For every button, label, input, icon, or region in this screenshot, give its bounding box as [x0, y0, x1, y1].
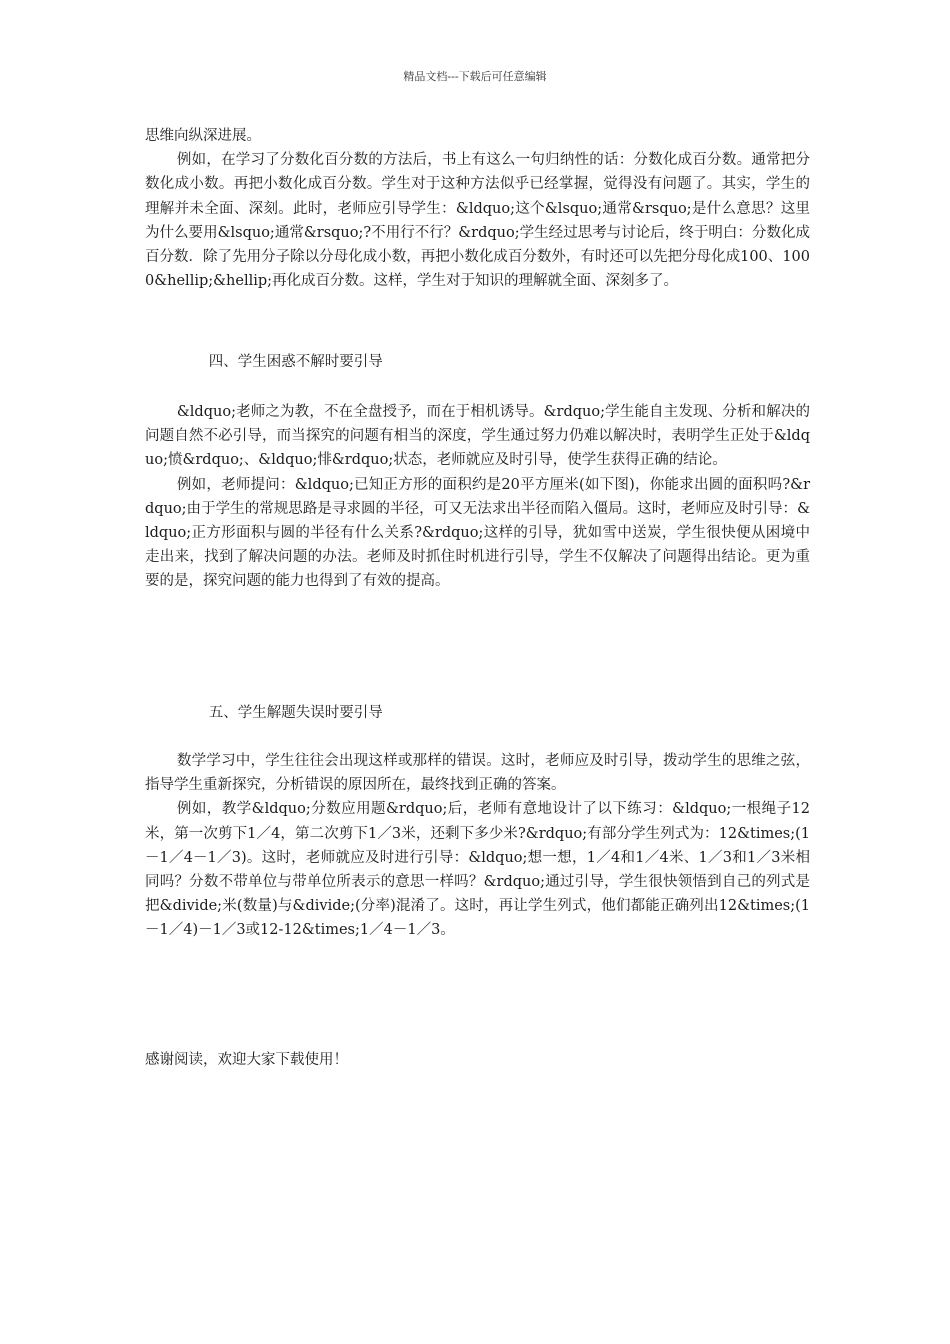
paragraph-5: 数学学习中，学生往往会出现这样或那样的错误。这时，老师应及时引导，拨动学生的思维之弦，指导学生重新探究，分析错误的原因所在，最终找到正确的答案。	[145, 753, 810, 794]
page-header: 精品文档---下载后可任意编辑	[403, 70, 547, 83]
paragraph-3: &ldquo;老师之为教，不在全盘授予，而在于相机诱导。&rdquo;学生能自主发现、分析和解决的问题自然不必引导，而当探究的问题有相当的深度，学生通过努力仍难以解决时，表明学生正处于&ldquo;愤&rdquo;、&ldquo;悱&rdquo;状态，老师就应及时引导，使学生获得正确的结论。	[145, 404, 810, 469]
closing-text: 感谢阅读，欢迎大家下载使用！	[145, 1052, 348, 1068]
paragraph-2: 例如，在学习了分数化百分数的方法后，书上有这么一句归纳性的话：分数化成百分数。通常把分数化成小数。再把小数化成百分数。学生对于这种方法似乎已经掌握，觉得没有问题了。其实，学生的理解并未全面、深刻。此时，老师应引导学生：&ldquo;这个&lsquo;通常&rsquo;是什么意思？这里为什么要用&lsquo;通常&rsquo;?不用行不行？&rdquo;学生经过思考与讨论后，终于明白：分数化成百分数．除了先用分子除以分母化成小数，再把小数化成百分数外，有时还可以先把分母化成100、1000&hellip;&hellip;再化成百分数。这样，学生对于知识的理解就全面、深刻多了。	[145, 152, 810, 290]
closing-block	[145, 1048, 810, 1072]
section-four-body	[145, 400, 810, 594]
paragraph-1: 思维向纵深进展。	[145, 128, 261, 144]
heading-section-five: 五、学生解题失误时要引导	[208, 705, 383, 721]
section-continuation	[145, 124, 810, 293]
paragraph-6: 例如，教学&ldquo;分数应用题&rdquo;后，老师有意地设计了以下练习：&ldquo;一根绳子12米，第一次剪下1／4，第二次剪下1／3米，还剩下多少米?&rdquo;有部分学生列式为：12&times;(1－1／4－1／3)。这时，老师就应及时进行引导：&ldquo;想一想，1／4和1／4米、1／3和1／3米相同吗？分数不带单位与带单位所表示的意思一样吗？&rdquo;通过引导，学生很快领悟到自己的列式是把&divide;米(数量)与&divide;(分率)混淆了。这时，再让学生列式，他们都能正确列出12&times;(1－1／4)－1／3或12-12&times;1／4－1／3。	[145, 801, 810, 939]
heading-section-four: 四、学生困惑不解时要引导	[208, 354, 383, 370]
section-four-heading-block	[145, 350, 810, 374]
section-five-body	[145, 749, 810, 943]
section-five-heading-block	[145, 701, 810, 725]
paragraph-4: 例如，老师提问：&ldquo;已知正方形的面积约是20平方厘米(如下图)，你能求出圆的面积吗?&rdquo;由于学生的常规思路是寻求圆的半径，可又无法求出半径而陷入僵局。这时，老师应及时引导：&ldquo;正方形面积与圆的半径有什么关系?&rdquo;这样的引导，犹如雪中送炭，学生很快便从困境中走出来，找到了解决问题的办法。老师及时抓住时机进行引导，学生不仅解决了问题得出结论。更为重要的是，探究问题的能力也得到了有效的提高。	[145, 476, 810, 590]
